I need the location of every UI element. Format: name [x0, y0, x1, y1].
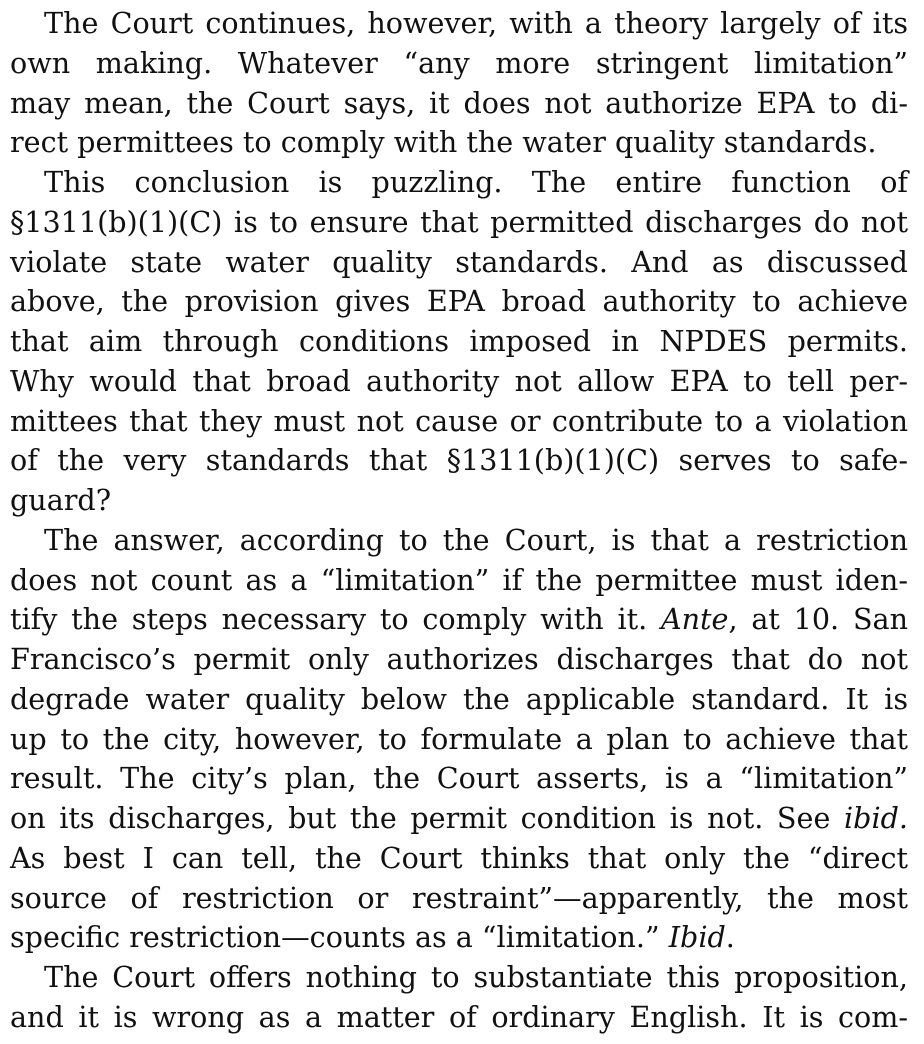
text-segment: , at 10. San [728, 602, 908, 637]
text-segment: violate state water quality standards. And as discussed [10, 244, 908, 279]
text-segment: own making. Whatever “any more stringent limitation” [10, 45, 908, 80]
paragraph [10, 958, 908, 1038]
text-segment: of the very standards that §1311(b)(1)(C) serves to safe- [10, 443, 908, 478]
text-line [10, 680, 908, 720]
text-line [10, 4, 908, 44]
paragraph [10, 521, 908, 958]
italic-citation: ibid. [844, 801, 908, 835]
text-segment: §1311(b)(1)(C) is to ensure that permitted discharges do not [10, 204, 908, 239]
text-segment: above, the provision gives EPA broad authority to achieve [10, 284, 908, 319]
text-line [10, 441, 908, 481]
italic-citation: Ante [660, 602, 729, 637]
text-segment: guard? [10, 483, 112, 517]
text-segment: This conclusion is puzzling. The entire function of [44, 165, 908, 199]
text-line [10, 799, 908, 839]
text-segment: The Court continues, however, with a theory largely of its [44, 6, 908, 40]
text-segment: on its discharges, but the permit condition is not. See [10, 801, 844, 835]
text-line [10, 958, 908, 998]
text-segment: does not count as a “limitation” if the permittee must iden- [10, 562, 908, 597]
text-line [10, 44, 908, 84]
text-line [10, 918, 908, 958]
text-line [10, 640, 908, 680]
text-segment: up to the city, however, to formulate a plan to achieve that [10, 721, 908, 756]
text-segment: and it is wrong as a matter of ordinary English. It is com- [10, 999, 908, 1034]
text-line [10, 839, 908, 879]
text-line [10, 84, 908, 124]
text-line [10, 720, 908, 760]
text-line [10, 879, 908, 919]
text-segment: that aim through conditions imposed in NPDES permits. [10, 324, 908, 358]
text-segment: rect permittees to comply with the water quality standards. [10, 125, 877, 160]
text-line [10, 521, 908, 561]
text-line [10, 362, 908, 402]
text-segment: Francisco’s permit only authorizes discharges that do not [10, 642, 908, 676]
text-line [10, 998, 908, 1038]
paragraph [10, 4, 908, 163]
text-segment: The Court offers nothing to substantiate this proposition, [44, 960, 908, 994]
text-segment: specific restriction—counts as a “limitation.” [10, 920, 669, 955]
text-line [10, 481, 908, 521]
italic-citation: Ibid [668, 920, 726, 955]
text-segment: As best I can tell, the Court thinks that only the “direct [10, 840, 908, 875]
document-body [10, 4, 908, 1038]
text-segment: Why would that broad authority not allow EPA to tell per- [10, 363, 908, 398]
text-segment: source of restriction or restraint”—apparently, the most [10, 880, 908, 915]
text-line [10, 322, 908, 362]
text-line [10, 123, 908, 163]
text-line [10, 402, 908, 442]
text-line [10, 759, 908, 799]
text-segment: degrade water quality below the applicable standard. It is [10, 681, 908, 716]
text-segment: result. The city’s plan, the Court asserts, is a “limitation” [10, 761, 908, 796]
text-segment: may mean, the Court says, it does not authorize EPA to di- [10, 85, 908, 120]
text-segment: tify the steps necessary to comply with it. [10, 602, 661, 637]
text-segment: mittees that they must not cause or contribute to a violation [10, 403, 908, 438]
text-line [10, 163, 908, 203]
text-segment: . [725, 920, 735, 955]
text-line [10, 600, 908, 640]
text-line [10, 282, 908, 322]
text-line [10, 203, 908, 243]
paragraph [10, 163, 908, 521]
text-line [10, 243, 908, 283]
text-segment: The answer, according to the Court, is that a restriction [44, 522, 908, 557]
text-line [10, 561, 908, 601]
